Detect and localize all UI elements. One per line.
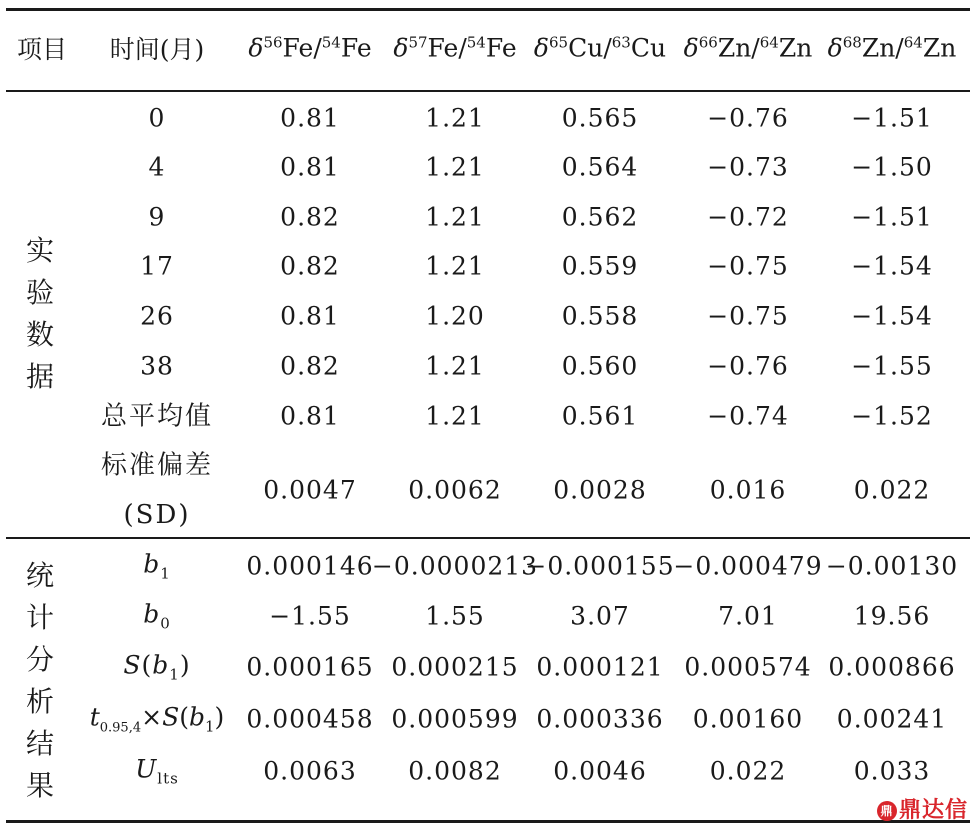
top-rule (6, 8, 970, 11)
value-cell: −1.55 (851, 351, 933, 381)
value-cell: 1.21 (425, 251, 485, 281)
value-cell: 0.0028 (553, 475, 647, 505)
value-cell: −0.76 (707, 103, 789, 133)
value-cell: −0.74 (707, 401, 789, 431)
value-cell: 0.81 (280, 103, 340, 133)
value-cell: 0.81 (280, 401, 340, 431)
value-cell: −0.76 (707, 351, 789, 381)
value-cell: 0.561 (561, 401, 639, 431)
t-times-s-b1-label: $t_{0.95,4}\times S(b_1)$ (89, 702, 225, 736)
value-cell: −1.54 (851, 251, 933, 281)
value-cell: 0.82 (280, 202, 340, 232)
value-cell: 0.559 (561, 251, 639, 281)
value-cell: 0.000336 (536, 704, 664, 734)
bottom-rule (6, 820, 970, 823)
header-cu65-cu63: $\delta^{65}Cu/^{63}Cu$ (533, 33, 667, 63)
b1-label: $b_1$ (143, 549, 171, 583)
mean-label: 总平均值 (100, 401, 214, 432)
value-cell: 0.000165 (246, 652, 374, 682)
time-cell: 4 (148, 152, 166, 182)
value-cell: 19.56 (853, 601, 931, 631)
header-fe57-fe54: $\delta^{57}Fe/^{54}Fe$ (393, 33, 517, 63)
s-b1-label: $S(b_1)$ (123, 650, 191, 684)
header-item: 项目 (16, 35, 68, 64)
value-cell: 1.21 (425, 152, 485, 182)
value-cell: 0.000866 (828, 652, 956, 682)
watermark (877, 793, 968, 824)
value-cell: −0.000155 (525, 551, 675, 581)
value-cell: 0.564 (561, 152, 639, 182)
value-cell: −1.55 (269, 601, 351, 631)
value-cell: 0.000599 (391, 704, 519, 734)
watermark-logo-icon: 鼎 (877, 801, 897, 821)
value-cell: 0.000574 (684, 652, 812, 682)
value-cell: 0.82 (280, 351, 340, 381)
watermark-text: 鼎达信 (898, 798, 968, 823)
time-cell: 38 (140, 351, 174, 381)
header-zn66-zn64: $\delta^{66}Zn/^{64}Zn$ (683, 33, 813, 63)
value-cell: −0.73 (707, 152, 789, 182)
value-cell: 0.000121 (536, 652, 664, 682)
value-cell: −0.000479 (673, 551, 823, 581)
value-cell: −1.52 (851, 401, 933, 431)
value-cell: 1.21 (425, 202, 485, 232)
header-zn68-zn64: $\delta^{68}Zn/^{64}Zn$ (827, 33, 957, 63)
value-cell: 0.000458 (246, 704, 374, 734)
sd-label-abbrev: (SD) (123, 500, 191, 530)
header-rule (6, 90, 970, 92)
value-cell: 0.560 (561, 351, 639, 381)
header-time: 时间(月) (109, 35, 205, 64)
group-label-experimental: 实 验 数 据 (25, 234, 54, 393)
value-cell: 1.20 (425, 301, 485, 331)
value-cell: 0.033 (853, 756, 931, 786)
value-cell: −0.75 (707, 301, 789, 331)
value-cell: 0.565 (561, 103, 639, 133)
section-rule (6, 537, 970, 539)
value-cell: 0.558 (561, 301, 639, 331)
value-cell: 0.0063 (263, 756, 357, 786)
value-cell: 0.82 (280, 251, 340, 281)
value-cell: 0.00160 (692, 704, 804, 734)
value-cell: −1.51 (851, 202, 933, 232)
value-cell: 0.0046 (553, 756, 647, 786)
value-cell: 1.21 (425, 351, 485, 381)
value-cell: 0.0082 (408, 756, 502, 786)
value-cell: 0.022 (709, 756, 787, 786)
value-cell: 0.81 (280, 152, 340, 182)
value-cell: 1.21 (425, 401, 485, 431)
value-cell: 1.55 (425, 601, 485, 631)
value-cell: −0.00130 (825, 551, 959, 581)
value-cell: −1.54 (851, 301, 933, 331)
value-cell: −0.72 (707, 202, 789, 232)
value-cell: 0.00241 (836, 704, 948, 734)
value-cell: 0.81 (280, 301, 340, 331)
group-label-analysis: 统 计 分 析 结 果 (25, 559, 54, 802)
value-cell: 0.000215 (391, 652, 519, 682)
time-cell: 0 (148, 103, 166, 133)
time-cell: 26 (140, 301, 174, 331)
value-cell: 0.016 (709, 475, 787, 505)
u-lts-label: $U_{lts}$ (135, 754, 179, 788)
value-cell: −0.75 (707, 251, 789, 281)
value-cell: −0.0000213 (371, 551, 539, 581)
value-cell: 0.562 (561, 202, 639, 232)
value-cell: 0.022 (853, 475, 931, 505)
value-cell: 7.01 (718, 601, 778, 631)
value-cell: 0.0062 (408, 475, 502, 505)
value-cell: −1.50 (851, 152, 933, 182)
header-fe56-fe54: $\delta^{56}Fe/^{54}Fe$ (248, 33, 372, 63)
sd-label: 标准偏差 (100, 450, 214, 481)
b0-label: $b_0$ (143, 599, 171, 633)
time-cell: 17 (140, 251, 174, 281)
value-cell: 1.21 (425, 103, 485, 133)
value-cell: 0.000146 (246, 551, 374, 581)
value-cell: −1.51 (851, 103, 933, 133)
value-cell: 0.0047 (263, 475, 357, 505)
time-cell: 9 (148, 202, 166, 232)
value-cell: 3.07 (570, 601, 630, 631)
